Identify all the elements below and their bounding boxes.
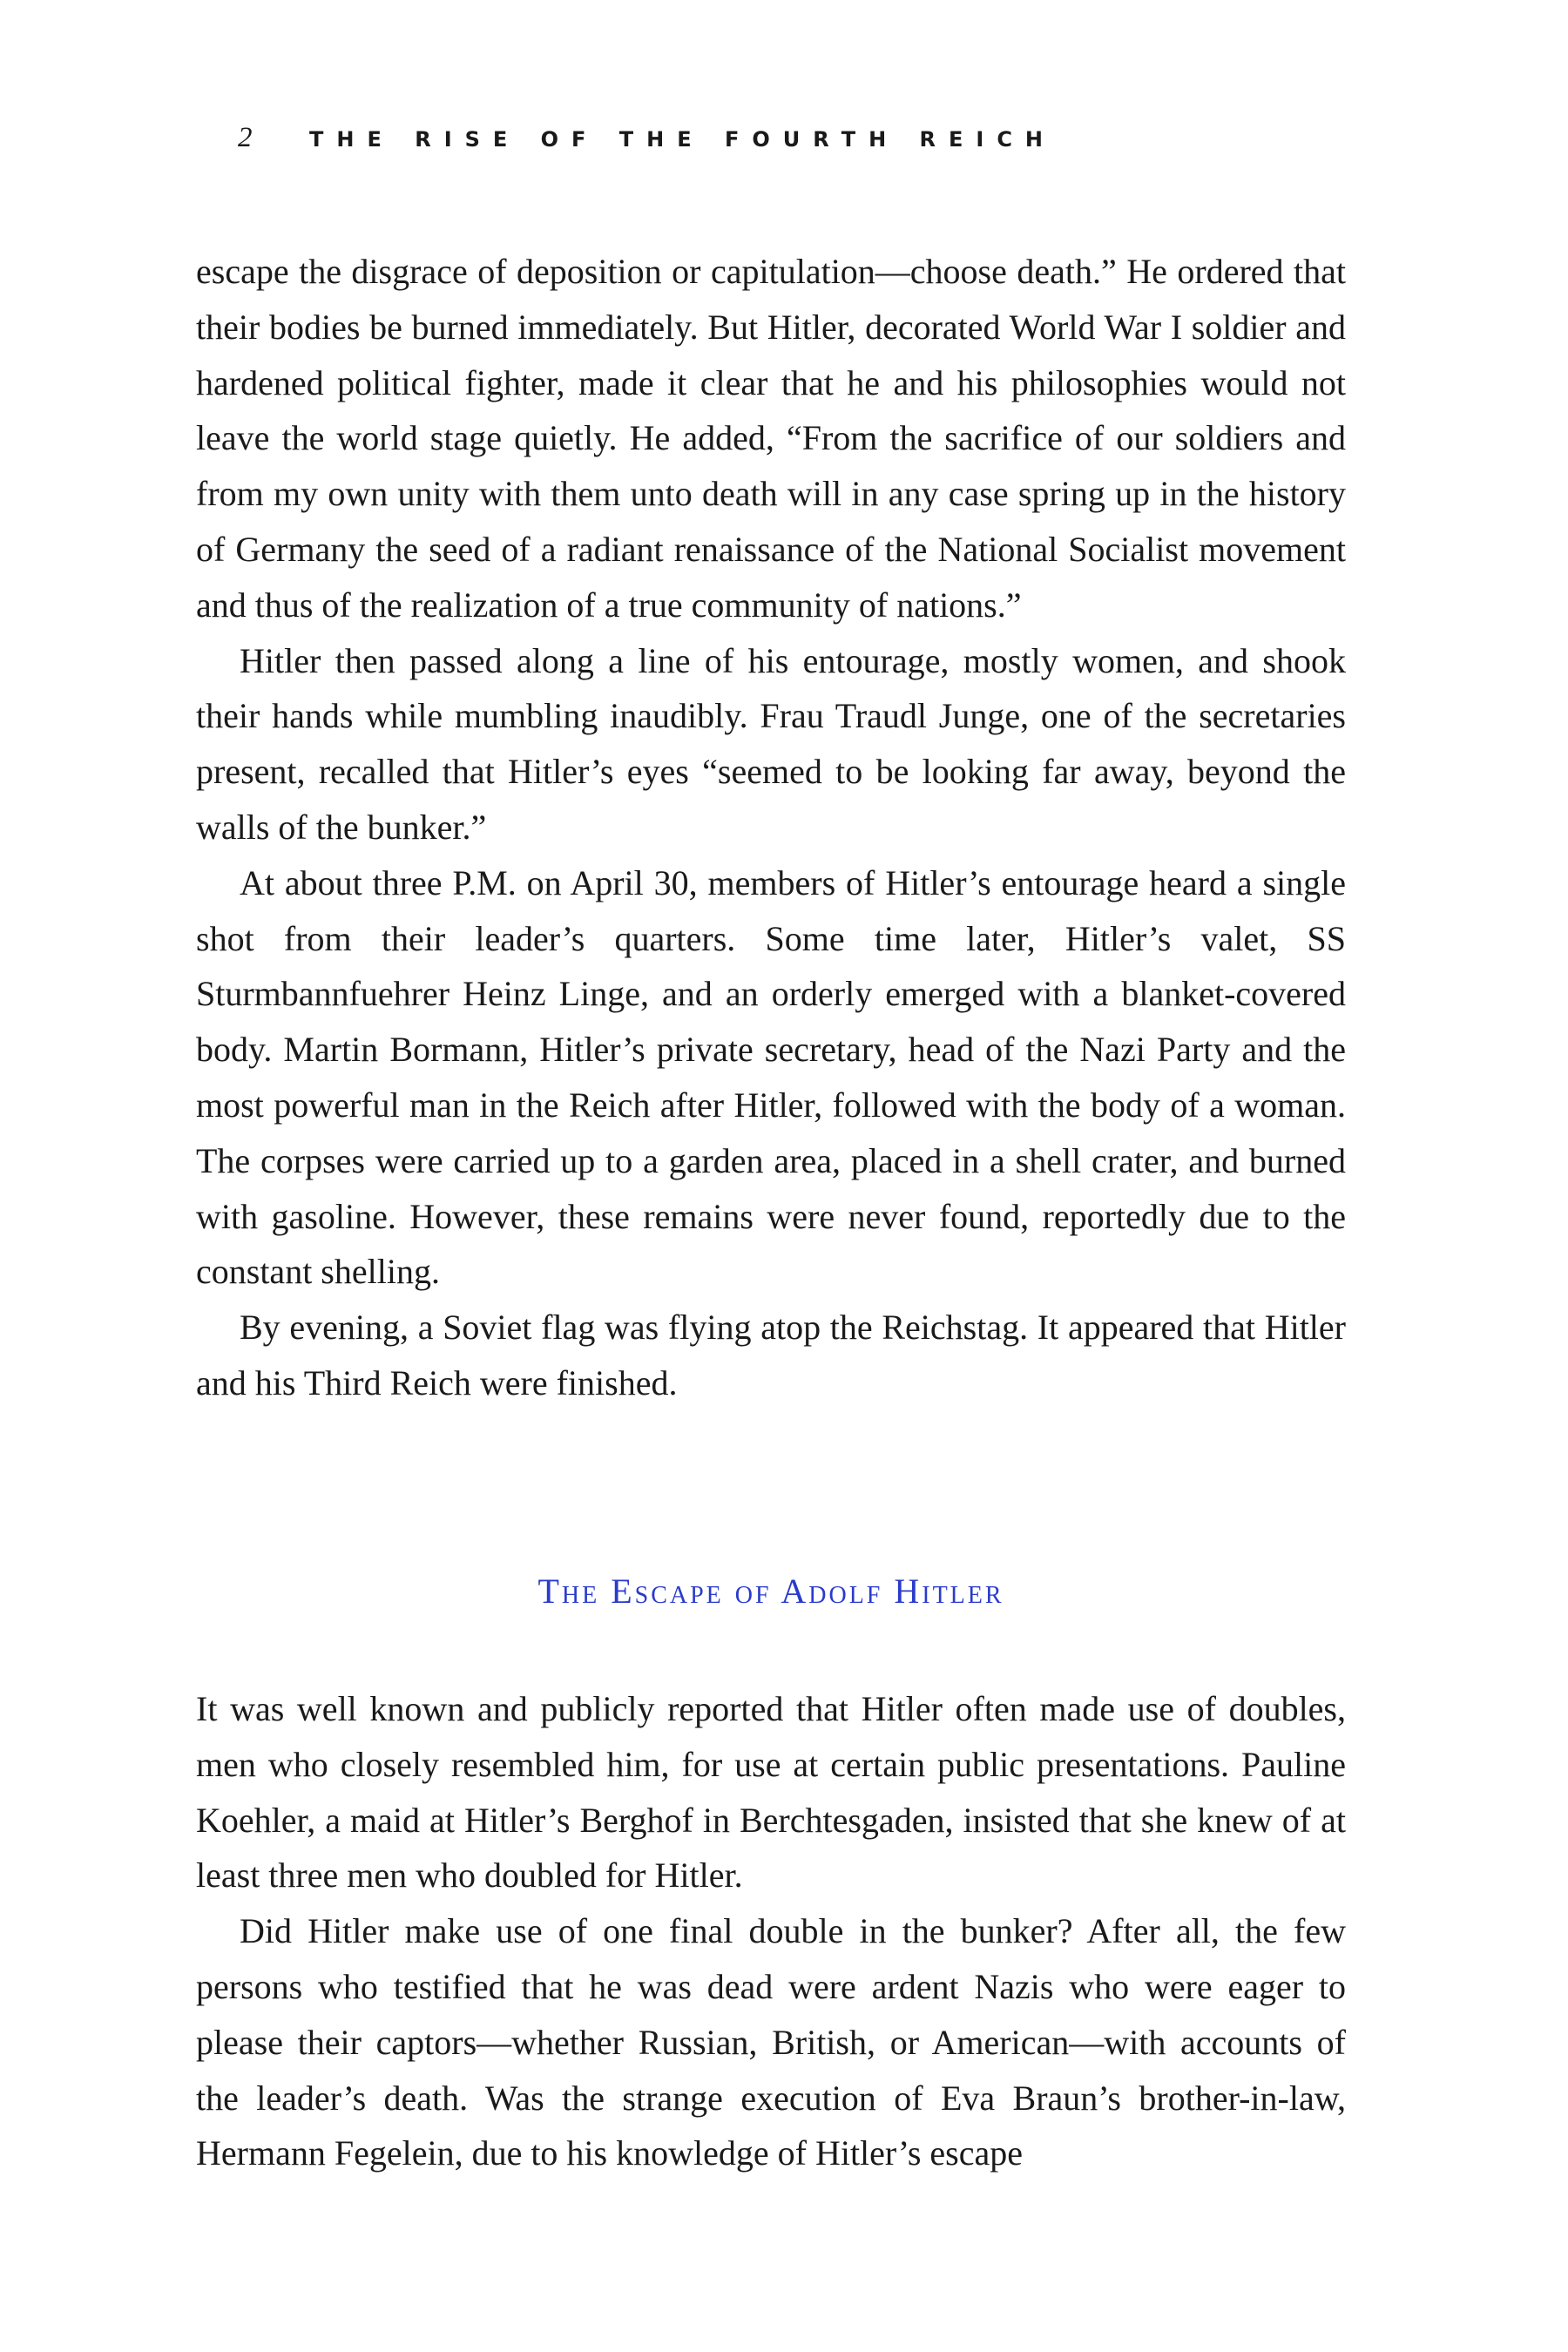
paragraph: Hitler then passed along a line of his entourage, mostly women, and shook their hands while mumbling inaudibly. Frau Traudl Junge, one of the secretaries present, recalled that Hitler’s eyes “seemed to be looking far away, beyond the walls of the bunker.” xyxy=(196,640,1346,847)
paragraph: At about three P.M. on April 30, members of Hitler’s entourage heard a single shot from their leader’s quarters. Some time later, Hitler’s valet, SS Sturmbannfuehrer Heinz Linge, and an orderly emerged with a blanket-covered body. Martin Bormann, Hitler’s private secretary, head of the Nazi Party and the most powerful man in the Reich after Hitler, followed with the body of a woman. The corpses were carried up to a garden area, placed in a shell crater, and burned with gasoline. However, these remains were never found, reportedly due to the constant shelling. xyxy=(196,862,1346,1292)
paragraph: By evening, a Soviet flag was flying atop the Reichstag. It appeared that Hitler and his Third Reich were finished. xyxy=(196,1308,1346,1402)
book-page xyxy=(196,0,1346,2352)
paragraph: Did Hitler make use of one final double in the bunker? After all, the few persons who testified that he was dead were ardent Nazis who were eager to please their captors—whether Russian, British, or American—with accounts of the leader’s death. Was the strange execution of Eva Braun’s brother-in-law, Hermann Fegelein, due to his knowledge of Hitler’s escape xyxy=(196,1911,1346,2173)
body-text-bottom xyxy=(196,1681,1346,2181)
paragraph-continued: escape the disgrace of deposition or capitulation—choose death.” He ordered that their bodies be burned immediately. But Hitler, decorated World War I soldier and hardened political fighter, made it clear that he and his philosophies would not leave the world stage quietly. He added, “From the sacrifice of our soldiers and from my own unity with them unto death will in any case spring up in the history of Germany the seed of a radiant renaissance of the National Socialist movement and thus of the realization of a true community of nations.” xyxy=(196,252,1346,625)
running-head xyxy=(238,122,1056,157)
section-heading: The Escape of Adolf Hitler xyxy=(537,1571,1004,1611)
body-text-top xyxy=(196,244,1346,1411)
running-title: THE RISE OF THE FOURTH REICH xyxy=(309,127,1057,152)
page-number: 2 xyxy=(238,122,253,153)
paragraph: It was well known and publicly reported that Hitler often made use of doubles, men who closely resembled him, for use at certain public presentations. Pauline Koehler, a maid at Hitler’s Berghof in Berchtesgaden, insisted that she knew of at least three men who doubled for Hitler. xyxy=(196,1689,1346,1896)
